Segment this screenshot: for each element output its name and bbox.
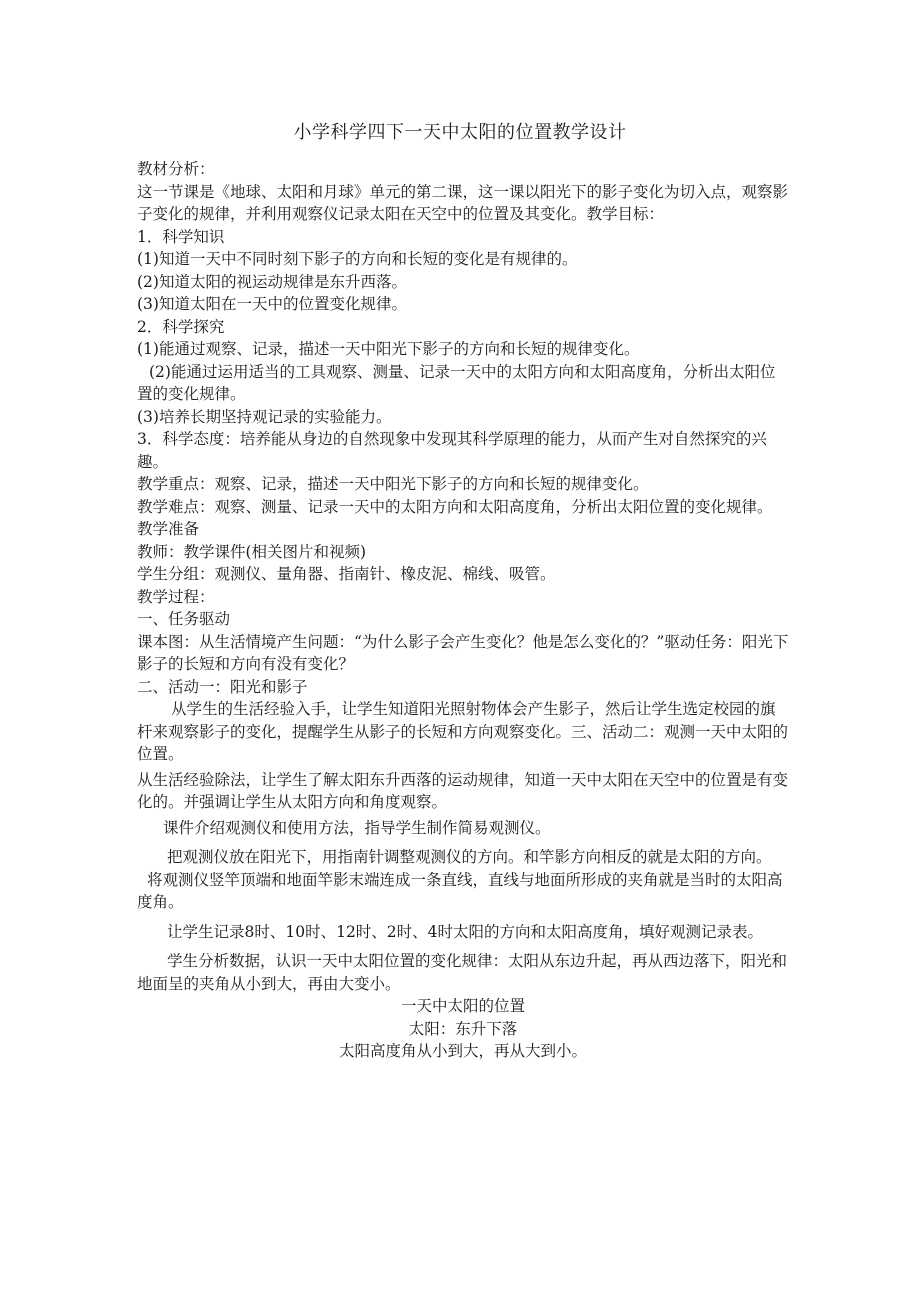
- paragraph: 教师：教学课件(相关图片和视频): [137, 542, 367, 561]
- document-body: [137, 158, 789, 1063]
- paragraph: 教学过程：: [137, 587, 215, 606]
- paragraph: (1)能通过观察、记录，描述一天中阳光下影子的方向和长短的规律变化。: [137, 340, 640, 358]
- paragraph: 把观测仪放在阳光下，用指南针调整观测仪的方向。和竿影方向相反的就是太阳的方向。: [167, 848, 772, 866]
- paragraph: 教材分析：: [137, 160, 215, 178]
- paragraph: 教学准备: [137, 520, 200, 538]
- paragraph: 2．科学探究: [137, 317, 225, 336]
- paragraph: 教学难点：观察、测量、记录一天中的太阳方向和太阳高度角，分析出太阳位置的变化规律。: [137, 497, 773, 516]
- paragraph: 学生分析数据，认识一天中太阳位置的变化规律：太阳从东边升起，再从西边落下，阳光和地面呈的夹角从小到大，再由大变小。: [137, 952, 788, 993]
- paragraph: 3．科学态度：培养能从身边的自然现象中发现其科学原理的能力，从而产生对自然探究的兴趣。: [137, 430, 767, 471]
- paragraph: (2)能通过运用适当的工具观察、测量、记录一天中的太阳方向和太阳高度角，分析出太阳位置的变化规律。: [137, 362, 776, 403]
- paragraph: 从生活经验除法，让学生了解太阳东升西落的运动规律，知道一天中太阳在天空中的位置是有变化的。并强调让学生从太阳方向和角度观察。: [137, 770, 789, 811]
- paragraph: 一、任务驱动: [137, 610, 231, 628]
- paragraph: 让学生记录8时、10时、12时、2时、4时太阳的方向和太阳高度角，填好观测记录表。: [167, 922, 764, 941]
- paragraph: 学生分组：观测仪、量角器、指南针、橡皮泥、棉线、吸管。: [137, 565, 556, 583]
- paragraph: 将观测仪竖竿顶端和地面竿影末端连成一条直线，直线与地面所形成的夹角就是当时的太阳高度角。: [137, 870, 783, 911]
- summary-line: 太阳高度角从小到大，再从大到小。: [338, 1042, 587, 1060]
- paragraph: 二、活动一：阳光和影子: [137, 677, 308, 696]
- paragraph: 这一节课是《地球、太阳和月球》单元的第二课，这一课以阳光下的影子变化为切入点，观察影子变化的规律，并利用观察仪记录太阳在天空中的位置及其变化。教学目标：: [137, 182, 789, 223]
- paragraph: 从学生的生活经验入手，让学生知道阳光照射物体会产生影子，然后让学生选定校园的旗杆来观察影子的变化，提醒学生从影子的长短和方向观察变化。三、活动二：观测一天中太阳的位置。: [137, 700, 789, 763]
- paragraph: (3)知道太阳在一天中的位置变化规律。: [137, 295, 407, 313]
- paragraph: 课件介绍观测仪和使用方法，指导学生制作简易观测仪。: [163, 818, 551, 837]
- paragraph: (1)知道一天中不同时刻下影子的方向和长短的变化是有规律的。: [137, 250, 578, 268]
- summary-line: 太阳：东升下落: [408, 1019, 518, 1038]
- paragraph: 教学重点：观察、记录，描述一天中阳光下影子的方向和长短的规律变化。: [137, 475, 649, 493]
- paragraph: 1．科学知识: [137, 227, 225, 246]
- paragraph: (3)培养长期坚持观记录的实验能力。: [137, 407, 392, 426]
- paragraph: 课本图：从生活情境产生问题：“为什么影子会产生变化？他是怎么变化的？”驱动任务：阳光下影子的长短和方向有没有变化？: [137, 632, 789, 673]
- paragraph: (2)知道太阳的视运动规律是东升西落。: [137, 272, 407, 291]
- document-title: 小学科学四下一天中太阳的位置教学设计: [293, 122, 627, 143]
- summary-line: 一天中太阳的位置: [400, 997, 525, 1015]
